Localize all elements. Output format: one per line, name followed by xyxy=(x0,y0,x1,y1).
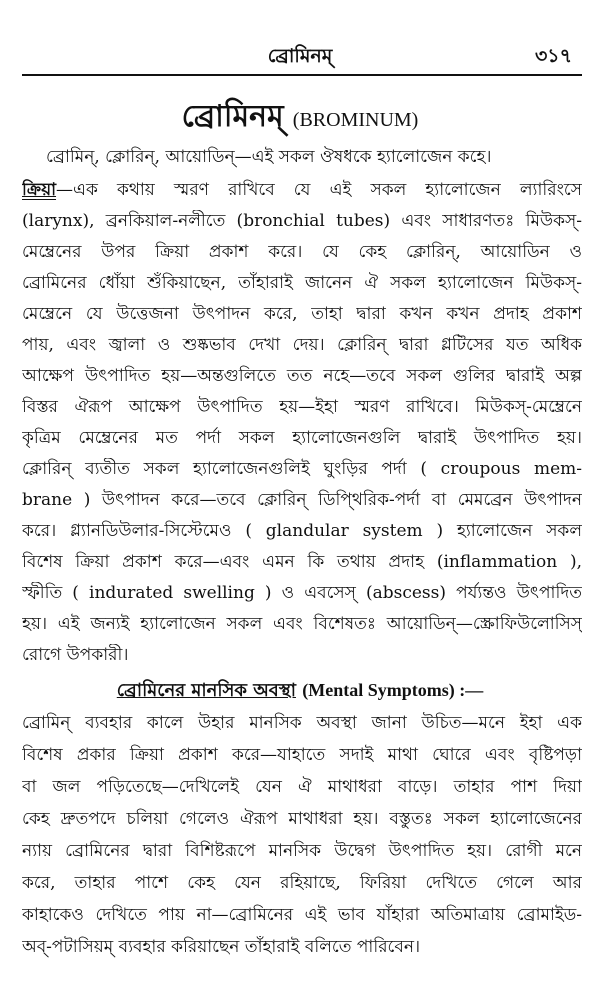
mental-line: বা জল পড়িতেছে—দেখিলেই যেন ঐ মাথাধরা বাড়ে। তাহার পাশ দিয়া xyxy=(22,777,582,797)
mental-line: বিশেষ প্রকার ক্রিয়া প্রকাশ করে—যাহাতে সদাই মাথা ঘোরে এবং বৃষ্টিপড়া xyxy=(22,745,582,765)
header-rule xyxy=(22,74,582,76)
page-number: ৩১৭ xyxy=(534,45,572,67)
mental-heading-english: (Mental Symptoms) :— xyxy=(302,680,484,700)
action-heading: ক্রিয়া xyxy=(22,180,57,200)
action-line: (larynx), ব্রনকিয়াল-নলীতে (bronchial tubes) এবং সাধারণতঃ মিউকস্- xyxy=(22,211,582,231)
action-line: ব্রোমিনের ধোঁয়া শুঁকিয়াছেন, তাঁহারাই জানেন ঐ সকল হ্যালোজেন মিউকস্- xyxy=(22,273,582,293)
mental-line: কাহাকেও দেখিতে পায় না—ব্রোমিনের এই ভাব যাঁহারা অতিমাত্রায় ব্রোমাইড- xyxy=(22,905,582,925)
mental-symptoms-heading xyxy=(0,676,600,707)
intro-line: ব্রোমিন্, ক্লোরিন্, আয়োডিন্—এই সকল ঔষধকে হ্যালোজেন কহে। xyxy=(46,147,492,167)
action-line: ক্লোরিন্ ব্যতীত সকল হ্যালোজেনগুলিই ঘুংড়ির পর্দা ( croupous mem- xyxy=(22,459,582,479)
action-line: brane ) উৎপাদন করে—তবে ক্লোরিন্ ডিপ্থিরিক-পর্দা বা মেমব্রেন উৎপাদন xyxy=(22,490,582,510)
action-line: বিশেষ ক্রিয়া প্রকাশ করে—এবং এমন কি তথায় প্রদাহ (inflammation ), xyxy=(22,552,582,572)
action-line: কৃত্রিম মেম্ব্রেনের মত পর্দা সকল হ্যালোজেনগুলি দ্বারাই উৎপাদিত হয়। xyxy=(22,428,582,448)
running-title: ব্রোমিনম্ xyxy=(267,45,333,67)
mental-line: ন্যায় ব্রোমিনের দ্বারা বিশিষ্টরূপে মানসিক উদ্বেগ উৎপাদিত হয়। রোগী মনে xyxy=(22,841,582,861)
action-line: হয়। এই জন্যই হ্যালোজেন সকল এবং বিশেষতঃ আয়োডিন্—স্ক্রোফিউলোসিস্ xyxy=(22,614,582,634)
running-header xyxy=(0,42,600,68)
action-line: বিস্তর ঐরূপ আক্ষেপ উৎপাদিত হয়—ইহা স্মরণ রাখিবে। মিউকস্-মেম্ব্রেনে xyxy=(22,397,582,417)
mental-line-last: অব্-পটাসিয়ম্ ব্যবহার করিয়াছেন তাঁহারাই বলিতে পারিবেন। xyxy=(22,937,421,957)
mental-line: করে, তাহার পাশে কেহ যেন রহিয়াছে, ফিরিয়া দেখিতে গেলে আর xyxy=(22,873,582,893)
mental-heading-bengali: ব্রোমিনের মানসিক অবস্থা xyxy=(116,680,296,701)
action-line-last: রোগে উপকারী। xyxy=(22,645,129,665)
action-line: স্ফীতি ( indurated swelling ) ও এবসেস্ (abscess) পর্য্যন্তও উৎপাদিত xyxy=(22,583,582,603)
mental-line: কেহ দ্রুতপদে চলিয়া গেলেও ঐরূপ মাথাধরা হয়। বস্তুতঃ সকল হ্যালোজেনের xyxy=(22,809,582,829)
action-line-1 xyxy=(22,179,582,203)
mental-line: ব্রোমিন্ ব্যবহার কালে উহার মানসিক অবস্থা জানা উচিত—মনে ইহা এক xyxy=(22,713,582,733)
action-line-1-text: —এক কথায় স্মরণ রাখিবে যে এই সকল হ্যালোজেন ল্যারিংসে xyxy=(56,180,582,200)
chapter-title-english: (BROMINUM) xyxy=(292,109,419,131)
action-line: আক্ষেপ উৎপাদিত হয়—অন্তগুলিতে তত নহে—তবে সকল গুলির দ্বারাই অল্প xyxy=(22,366,582,386)
chapter-title-bengali: ব্রোমিনম্ xyxy=(181,99,284,134)
action-line: মেম্ব্রেনের উপর ক্রিয়া প্রকাশ করে। যে কেহ ক্লোরিন্, আয়োডিন ও xyxy=(22,242,582,262)
chapter-title xyxy=(0,92,600,143)
action-line: পায়, এবং জ্বালা ও শুষ্কভাব দেখা দেয়। ক্লোরিন্ দ্বারা গ্লটিসের যত অধিক xyxy=(22,335,582,355)
action-line: মেম্ব্রেনে যে উত্তেজনা উৎপাদন করে, তাহা দ্বারা কখন কখন প্রদাহ প্রকাশ xyxy=(22,304,582,324)
action-line: করে। গ্ল্যানডিউলার-সিস্টেমেও ( glandular system ) হ্যালোজেন সকল xyxy=(22,521,582,541)
